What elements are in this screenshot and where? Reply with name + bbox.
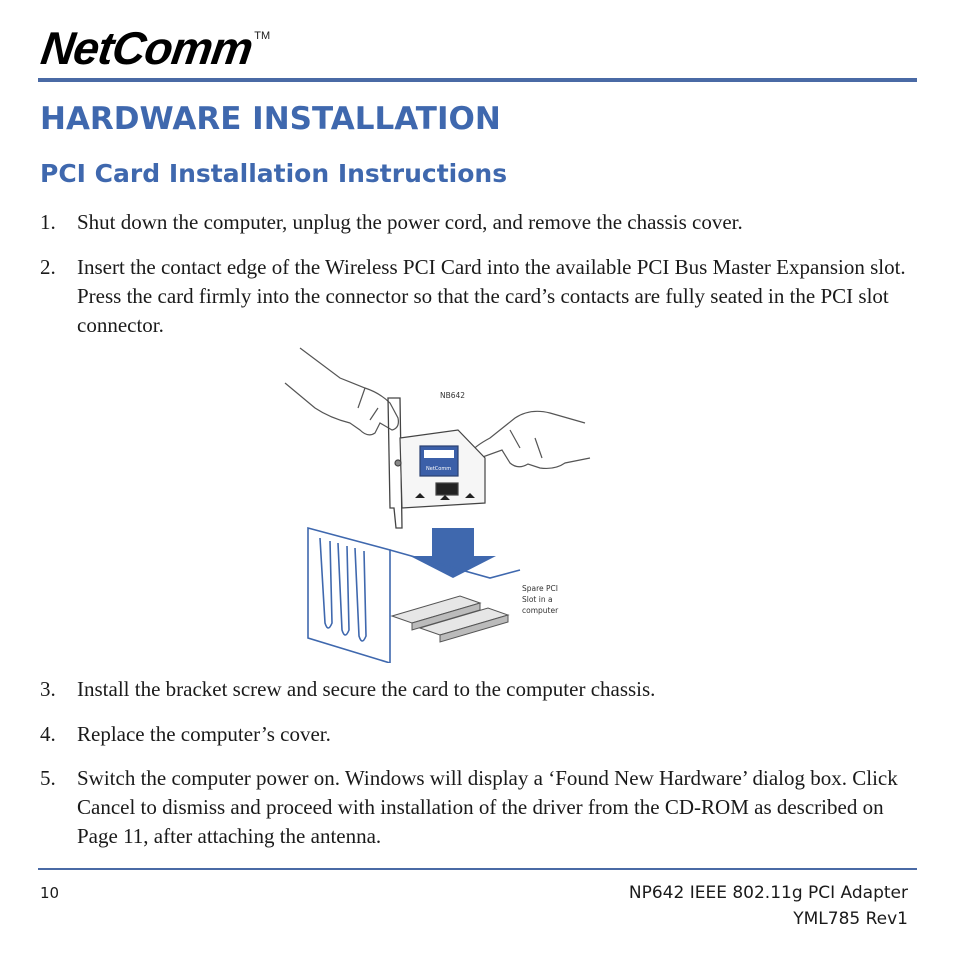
right-hand-illustration (470, 411, 590, 468)
header-divider (38, 78, 917, 82)
step-text: Replace the computer’s cover. (77, 722, 331, 746)
step-number: 5. (40, 766, 56, 790)
computer-chassis (308, 528, 520, 663)
trademark-mark: TM (254, 30, 271, 42)
page-title: HARDWARE INSTALLATION (40, 101, 501, 137)
card-model-label: NB642 (440, 391, 466, 400)
pci-card-installation-illustration (280, 338, 600, 663)
step-5 (40, 764, 920, 851)
footer-product-info (629, 880, 908, 932)
step-number: 1. (40, 210, 56, 234)
pci-slots (392, 596, 508, 642)
left-hand-illustration (285, 348, 398, 435)
step-1 (40, 208, 920, 237)
step-text: Switch the computer power on. Windows will display a ‘Found New Hardware’ dialog box. Click Cancel to dismiss and proceed with installation of the driver from the CD-ROM as described on Page 11, after attaching the antenna. (77, 766, 898, 848)
step-2 (40, 253, 920, 340)
page-number: 10 (40, 884, 60, 902)
step-text: Install the bracket screw and secure the card to the computer chassis. (77, 677, 656, 701)
netcomm-logo (38, 22, 270, 74)
step-text: Insert the contact edge of the Wireless PCI Card into the available PCI Bus Master Expansion slot. Press the card firmly into the connector so that the card’s contacts are fully seated in the PCI slot connector. (77, 255, 906, 337)
footer-divider (38, 868, 917, 870)
card-brand-label: NetComm (426, 466, 452, 472)
logo-text: NetComm (38, 22, 256, 74)
step-4 (40, 720, 920, 749)
step-number: 4. (40, 722, 56, 746)
slot-label-line-3: computer (522, 606, 559, 615)
step-number: 2. (40, 255, 56, 279)
slot-label-line-1: Spare PCI (522, 584, 559, 593)
step-text: Shut down the computer, unplug the power cord, and remove the chassis cover. (77, 210, 743, 234)
section-subtitle: PCI Card Installation Instructions (40, 159, 508, 188)
slot-label-line-2: Slot in a (522, 595, 553, 604)
step-3 (40, 675, 920, 704)
footer-product: NP642 IEEE 802.11g PCI Adapter (628, 883, 908, 903)
step-number: 3. (40, 677, 56, 701)
footer-revision: YML785 Rev1 (793, 909, 908, 929)
down-arrow-icon (410, 528, 496, 578)
